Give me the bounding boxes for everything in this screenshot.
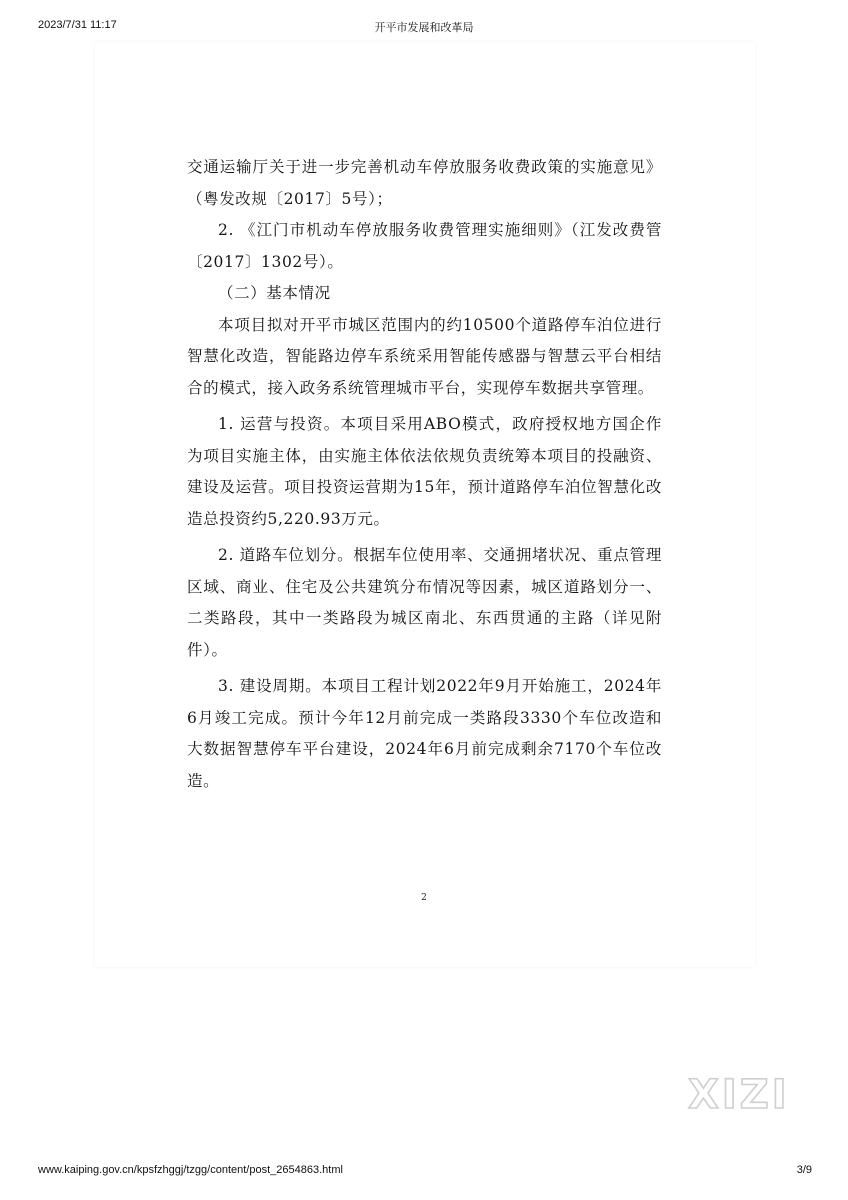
print-datetime: 2023/7/31 11:17 [38,19,117,31]
page-number: 2 [421,893,427,903]
intro-paragraph: 本项目拟对开平市城区范围内的约10500个道路停车泊位进行智慧化改造，智能路边停车系统采用智能传感器与智慧云平台相结合的模式，接入政务系统管理城市平台，实现停车数据共享管理。 [187,315,662,397]
item-operation-investment: 1. 运营与投资。本项目采用ABO模式，政府授权地方国企作为项目实施主体，由实施主体依法依规负责统筹本项目的投融资、建设及运营。项目投资运营期为15年，预计道路停车泊位智慧化改造总投资约5,220.93万元。 [187,415,662,528]
section-heading: （二）基本情况 [218,284,331,302]
site-title: 开平市发展和改革局 [374,21,474,34]
document-body [187,152,662,797]
print-page-indicator: 3/9 [796,1164,812,1176]
item-road-division: 2. 道路车位划分。根据车位使用率、交通拥堵状况、重点管理区域、商业、住宅及公共建筑分布情况等因素，城区道路划分一、二类路段，其中一类路段为城区南北、东西贯通的主路（详见附件）。 [187,546,662,659]
page-url: www.kaiping.gov.cn/kpsfzhggj/tzgg/content/post_2654863.html [38,1164,343,1176]
reference-item-2: 2. 《江门市机动车停放服务收费管理实施细则》（江发改费管〔2017〕1302号）。 [187,221,662,271]
item-construction-period: 3. 建设周期。本项目工程计划2022年9月开始施工，2024年6月竣工完成。预计今年12月前完成一类路段3330个车位改造和大数据智慧停车平台建设，2024年6月前完成剩余7170个车位改造。 [187,677,662,790]
watermark-logo: XIZI [688,1072,790,1118]
continued-paragraph: 交通运输厅关于进一步完善机动车停放服务收费政策的实施意见》（粤发改规〔2017〕5号）； [187,158,662,208]
